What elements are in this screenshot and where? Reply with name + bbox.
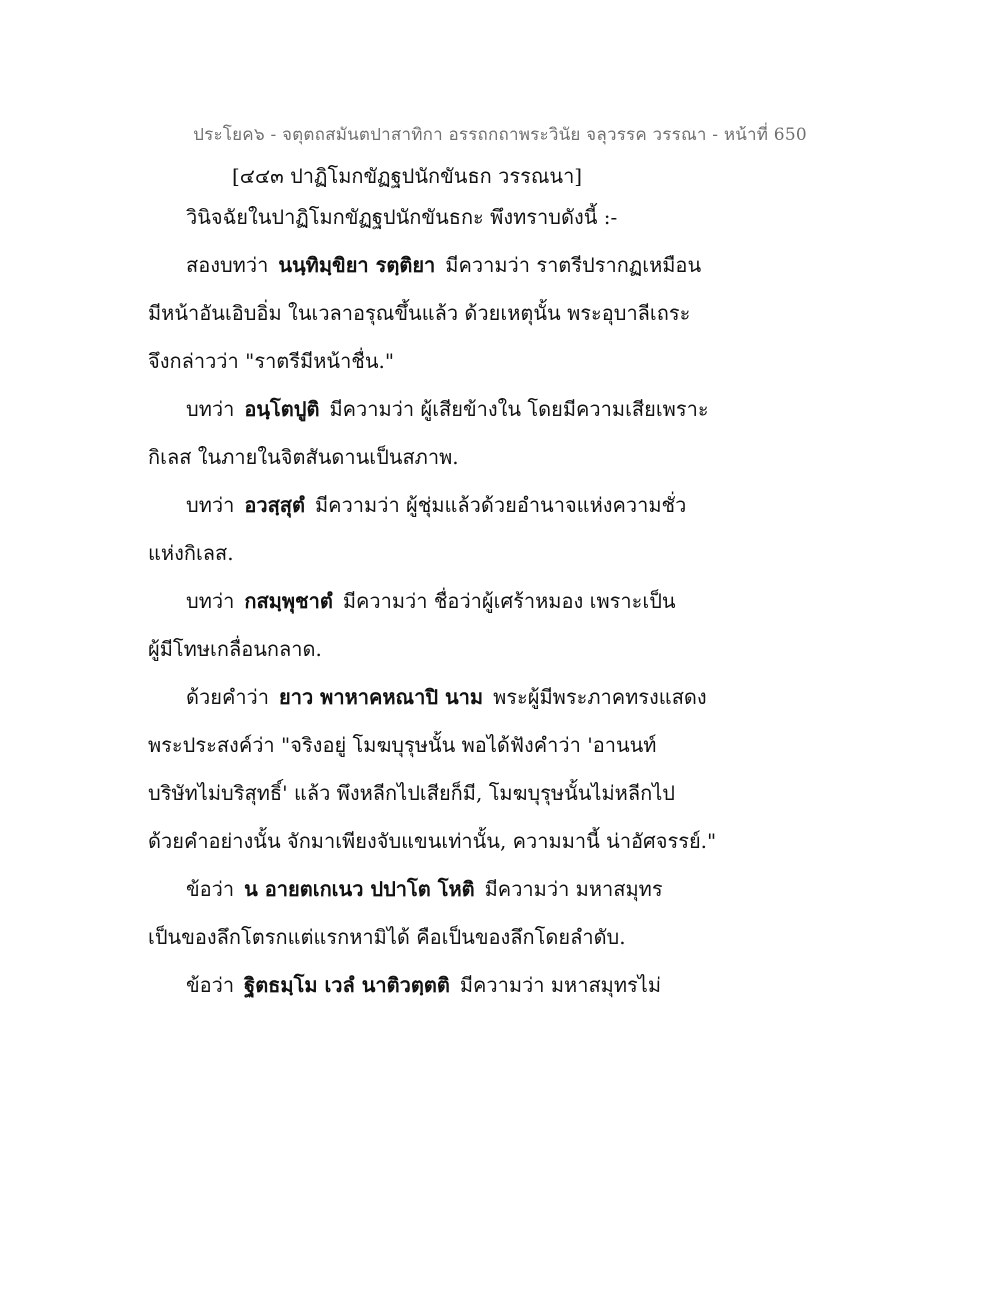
paragraph-5-line-4: ด้วยคำอย่างนั้น จักมาเพียงจับแขนเท่านั้น, ความมานี้ น่าอัศจรรย์." xyxy=(148,829,717,853)
lead-text: บทว่า xyxy=(186,589,235,613)
paragraph-1-line-2: มีหน้าอันเอิบอิ่ม ในเวลาอรุณขึ้นแล้ว ด้วยเหตุนั้น พระอุบาลีเถระ xyxy=(148,301,691,325)
pali-term: ยาว พาหาคหณาปิ นาม xyxy=(279,685,484,709)
lead-text: สองบทว่า xyxy=(186,253,269,277)
lead-text: ข้อว่า xyxy=(186,877,235,901)
lead-text: ด้วยคำว่า xyxy=(186,685,270,709)
paragraph-7-line-1 xyxy=(148,961,748,1009)
pali-term: อวสฺสุตํ xyxy=(244,493,305,517)
paragraph-2-line-2: กิเลส ในภายในจิตสันดานเป็นสภาพ. xyxy=(148,445,459,469)
paragraph-5-line-3: บริษัทไม่บริสุทธิ์' แล้ว พึงหลีกไปเสียก็มี, โมฆบุรุษนั้นไม่หลีกไป xyxy=(148,781,675,805)
lead-text: บทว่า xyxy=(186,397,235,421)
pali-term: น อายตเกเนว ปปาโต โหติ xyxy=(244,877,475,901)
gloss-text: มีความว่า ผู้ชุ่มแล้วด้วยอำนาจแห่งความชั่ว xyxy=(315,493,687,517)
running-header: ประโยค๖ - จตุตถสมันตปาสาทิกา อรรถกถาพระวินัย จลุวรรค วรรณา - หน้าที่ 650 xyxy=(193,125,807,145)
paragraph-4-line-2: ผู้มีโทษเกลื่อนกลาด. xyxy=(148,637,322,661)
pali-term: กสมฺพุชาตํ xyxy=(244,589,333,613)
lead-text: บทว่า xyxy=(186,493,235,517)
gloss-text: มีความว่า ราตรีปรากฏเหมือน xyxy=(445,253,702,277)
gloss-text: มีความว่า ผู้เสียข้างใน โดยมีความเสียเพราะ xyxy=(329,397,709,421)
pali-term: ฐิตธมฺโม เวลํ นาติวตฺตติ xyxy=(244,973,450,997)
gloss-text: มีความว่า มหาสมุทรไม่ xyxy=(459,973,662,997)
gloss-text: มีความว่า ชื่อว่าผู้เศร้าหมอง เพราะเป็น xyxy=(342,589,676,613)
paragraph-3-line-2: แห่งกิเลส. xyxy=(148,541,234,565)
body-text xyxy=(148,193,748,1009)
paragraph-5-line-2: พระประสงค์ว่า "จริงอยู่ โมฆบุรุษนั้น พอได้ฟังคำว่า 'อานนท์ xyxy=(148,733,657,757)
gloss-text: มีความว่า มหาสมุทร xyxy=(484,877,663,901)
section-heading: [๔๔๓ ปาฏิโมกขัฏฐปนักขันธก วรรณนา] xyxy=(232,164,583,188)
pali-term: นนฺทิมฺขิยา รตฺติยา xyxy=(278,253,436,277)
paragraph-4-line-1 xyxy=(148,577,748,625)
paragraph-6-line-1 xyxy=(148,865,748,913)
intro-line: วินิจฉัยในปาฏิโมกขัฏฐปนักขันธกะ พึงทราบดังนี้ :- xyxy=(186,205,618,229)
lead-text: ข้อว่า xyxy=(186,973,235,997)
pali-term: อนฺโตปูติ xyxy=(244,397,320,421)
paragraph-1-line-1 xyxy=(148,241,748,289)
paragraph-5-line-1 xyxy=(148,673,748,721)
paragraph-1-line-3: จึงกล่าวว่า "ราตรีมีหน้าชื่น." xyxy=(148,349,395,373)
paragraph-2-line-1 xyxy=(148,385,748,433)
paragraph-6-line-2: เป็นของลึกโตรกแต่แรกหามิได้ คือเป็นของลึกโดยลำดับ. xyxy=(148,925,626,949)
paragraph-3-line-1 xyxy=(148,481,748,529)
gloss-text: พระผู้มีพระภาคทรงแสดง xyxy=(493,685,707,709)
